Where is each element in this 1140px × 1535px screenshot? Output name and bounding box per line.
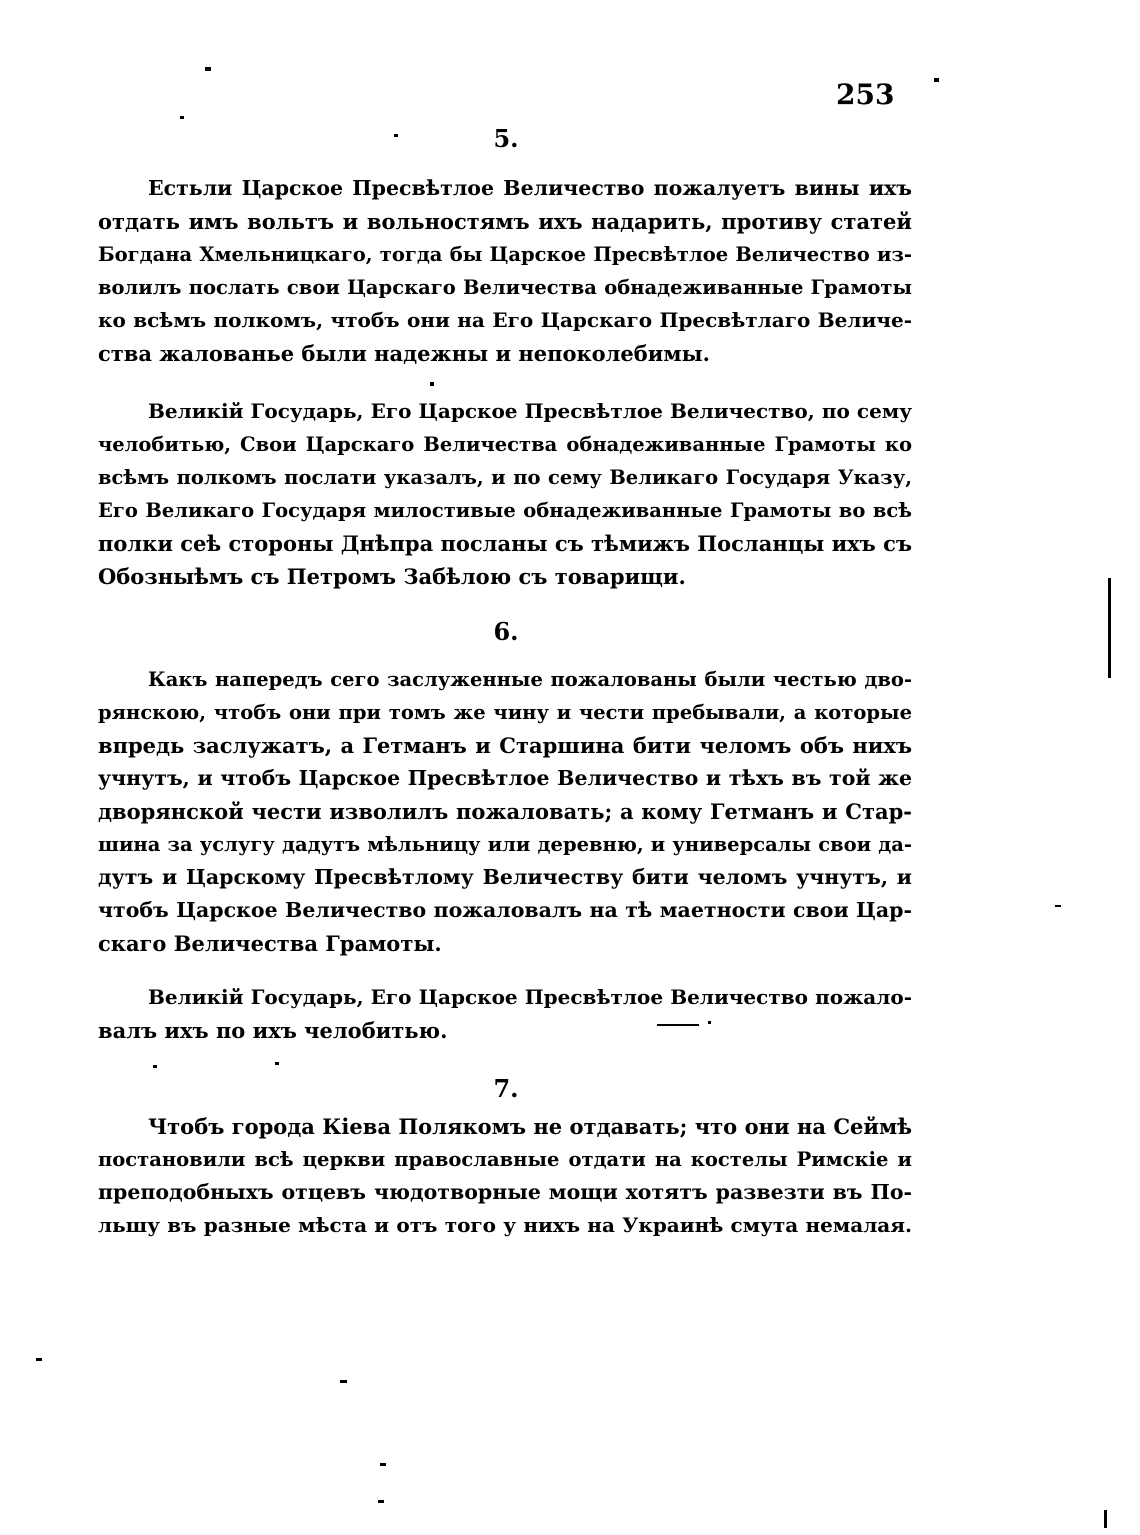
text-line: чтобъ Царское Величество пожаловалъ на тѣ маетности свои Цар- <box>98 898 912 922</box>
text-line: валъ ихъ по ихъ челобитью. <box>98 1018 448 1043</box>
section-5-reply <box>98 395 912 593</box>
scan-speck <box>180 116 184 119</box>
scan-speck <box>430 382 434 386</box>
text-line: дутъ и Царскому Пресвѣтлому Величеству бити челомъ учнутъ, и <box>98 865 912 889</box>
section-number-5: 5. <box>493 124 519 153</box>
text-line: челобитью, Свои Царскаго Величества обнадеживанные Грамоты ко <box>98 433 912 456</box>
text-line: Богдана Хмельницкаго, тогда бы Царское Пресвѣтлое Величество из- <box>98 243 912 266</box>
text-line: постановили всѣ церкви православные отдати на костелы Римскіе и <box>98 1148 912 1171</box>
scan-speck <box>394 134 398 137</box>
text-line: дворянской чести изволилъ пожаловать; а кому Гетманъ и Стар- <box>98 799 912 824</box>
text-line: отдать имъ вольтъ и вольностямъ ихъ надарить, противу статей <box>98 209 912 234</box>
scan-speck <box>934 78 939 82</box>
text-line: полки сеѣ стороны Днѣпра посланы съ тѣмижъ Посланцы ихъ съ <box>98 531 912 556</box>
section-6-reply <box>98 981 912 1047</box>
text-line: ства жалованье были надежны и непоколебимы. <box>98 341 710 366</box>
section-number-7: 7. <box>493 1074 519 1103</box>
page-number: 253 <box>836 78 895 111</box>
text-line: рянскою, чтобъ они при томъ же чину и чести пребывали, а которые <box>98 701 912 724</box>
section-7-petition <box>98 1110 912 1242</box>
text-line: Его Великаго Государя милостивые обнадеживанные Грамоты во всѣ <box>98 499 912 522</box>
scan-speck <box>340 1380 347 1383</box>
scan-margin-line <box>1104 1510 1107 1528</box>
text-line: Естьли Царское Пресвѣтлое Величество пожалуетъ вины ихъ <box>148 176 912 200</box>
scan-speck <box>275 1062 279 1065</box>
scan-speck <box>1055 905 1061 907</box>
scan-speck <box>153 1065 157 1068</box>
text-line: всѣмъ полкомъ послати указалъ, и по сему Великаго Государя Указу, <box>98 466 912 489</box>
text-line: Какъ напередъ сего заслуженные пожалованы были честью дво- <box>148 668 912 691</box>
scan-speck <box>378 1500 384 1503</box>
scan-dash <box>657 1024 699 1026</box>
text-line: преподобныхъ отцевъ чюдотворные мощи хотятъ развезти въ По- <box>98 1180 912 1204</box>
scan-margin-line <box>1108 578 1111 678</box>
scan-speck <box>36 1358 42 1361</box>
text-line: льшу въ разные мѣста и отъ того у нихъ на Украинѣ смута немалая. <box>98 1213 912 1237</box>
text-line: скаго Величества Грамоты. <box>98 931 442 956</box>
section-5-petition <box>98 172 912 370</box>
scan-speck <box>380 1463 386 1466</box>
scan-speck <box>205 67 211 71</box>
text-line: Великій Государь, Его Царское Пресвѣтлое Величество пожало- <box>148 985 912 1009</box>
text-line: волилъ послать свои Царскаго Величества обнадеживанные Грамоты <box>98 276 912 299</box>
text-line: ко всѣмъ полкомъ, чтобъ они на Его Царскаго Пресвѣтлаго Величе- <box>98 308 912 332</box>
section-6-petition <box>98 663 912 960</box>
text-line: учнутъ, и чтобъ Царское Пресвѣтлое Величество и тѣхъ въ той же <box>98 766 912 790</box>
scan-speck <box>708 1021 711 1024</box>
section-number-6: 6. <box>493 617 519 646</box>
text-line: Великій Государь, Его Царское Пресвѣтлое Величество, по сему <box>148 399 912 423</box>
text-line: Обозныѣмъ съ Петромъ Забѣлою съ товарищи. <box>98 564 686 589</box>
text-line: Чтобъ города Кіева Полякомъ не отдавать; что они на Сеймѣ <box>148 1114 912 1139</box>
text-line: шина за услугу дадутъ мѣльницу или деревню, и универсалы свои да- <box>98 833 912 856</box>
text-line: впредь заслужатъ, а Гетманъ и Старшина бити челомъ объ нихъ <box>98 733 912 758</box>
